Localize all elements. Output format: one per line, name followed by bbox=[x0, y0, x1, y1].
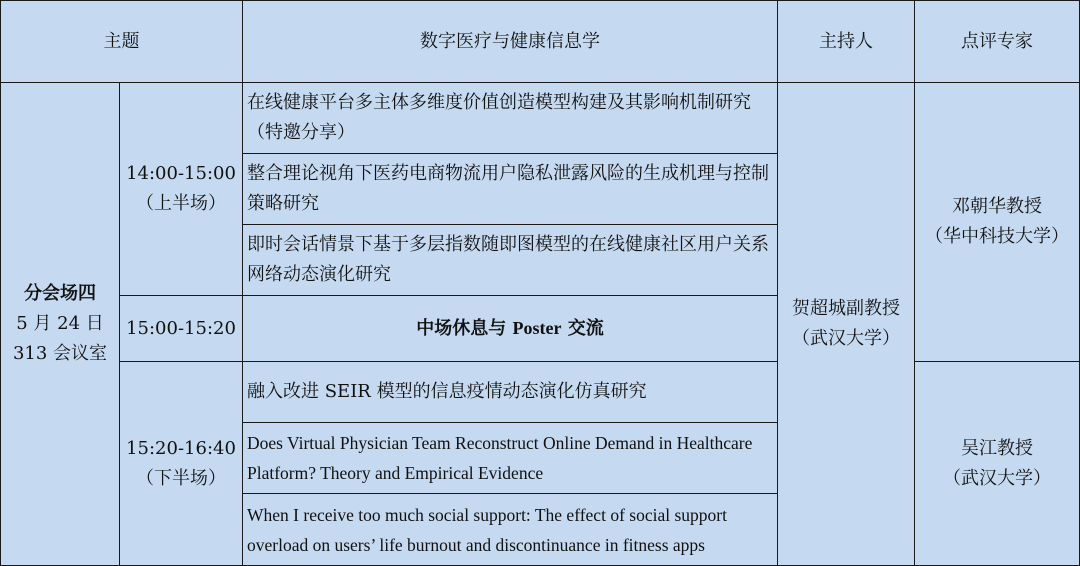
break-time: 15:00-15:20 bbox=[126, 317, 236, 339]
break-highlight: Poster bbox=[512, 318, 562, 338]
second-half-label: （下半场） bbox=[135, 467, 226, 489]
session-date: 5 月 24 日 bbox=[16, 313, 104, 334]
session-info-cell bbox=[0, 82, 120, 566]
paper-title: 在线健康平台多主体多维度价值创造模型构建及其影响机制研究（特邀分享） bbox=[247, 92, 751, 143]
break-prefix: 中场休息与 bbox=[416, 318, 513, 339]
reviewer-affiliation: （武汉大学） bbox=[943, 467, 1051, 489]
session-room: 313 会议室 bbox=[12, 343, 108, 364]
header-topic-label: 主题 bbox=[103, 30, 140, 52]
second-half-time-cell bbox=[119, 361, 243, 566]
first-half-time-cell bbox=[119, 82, 243, 296]
track-title: 数字医疗与健康信息学 bbox=[420, 30, 600, 52]
paper-row bbox=[242, 422, 778, 494]
header-host-cell bbox=[777, 0, 915, 83]
paper-title: When I receive too much social support: The effect of social support overload on users’ life burnout and discontinuance in fitness apps bbox=[247, 504, 727, 555]
paper-row bbox=[242, 82, 778, 154]
header-reviewer-cell bbox=[914, 0, 1080, 83]
paper-title: 融入改进 SEIR 模型的信息疫情动态演化仿真研究 bbox=[247, 381, 647, 402]
host-cell bbox=[777, 82, 915, 566]
break-cell bbox=[242, 295, 778, 362]
reviewer-affiliation: （华中科技大学） bbox=[925, 226, 1069, 247]
paper-title: Does Virtual Physician Team Reconstruct Online Demand in Healthcare Platform? Theory and Empirical Evidence bbox=[247, 433, 753, 483]
header-track-cell bbox=[242, 0, 778, 83]
paper-title: 即时会话情景下基于多层指数随即图模型的在线健康社区用户关系网络动态演化研究 bbox=[247, 234, 769, 285]
first-half-label: （上半场） bbox=[135, 193, 226, 214]
host-name: 贺超城副教授 bbox=[792, 298, 900, 319]
second-half-reviewer-cell bbox=[914, 361, 1080, 566]
session-name: 分会场四 bbox=[23, 283, 96, 304]
break-suffix: 交流 bbox=[561, 318, 604, 339]
break-label bbox=[416, 313, 604, 344]
header-host-label: 主持人 bbox=[819, 30, 873, 52]
paper-row bbox=[242, 493, 778, 566]
second-half-time: 15:20-16:40 bbox=[126, 437, 236, 459]
host-affiliation: （武汉大学） bbox=[792, 328, 900, 349]
paper-row bbox=[242, 361, 778, 423]
reviewer-name: 吴江教授 bbox=[961, 437, 1033, 459]
reviewer-name: 邓朝华教授 bbox=[952, 196, 1042, 217]
header-topic-cell bbox=[0, 0, 243, 83]
paper-title: 整合理论视角下医药电商物流用户隐私泄露风险的生成机理与控制策略研究 bbox=[247, 163, 769, 214]
first-half-reviewer-cell bbox=[914, 82, 1080, 362]
break-time-cell bbox=[119, 295, 243, 362]
first-half-time: 14:00-15:00 bbox=[126, 163, 236, 184]
paper-row bbox=[242, 224, 778, 296]
header-reviewer-label: 点评专家 bbox=[961, 30, 1033, 52]
paper-row bbox=[242, 153, 778, 225]
